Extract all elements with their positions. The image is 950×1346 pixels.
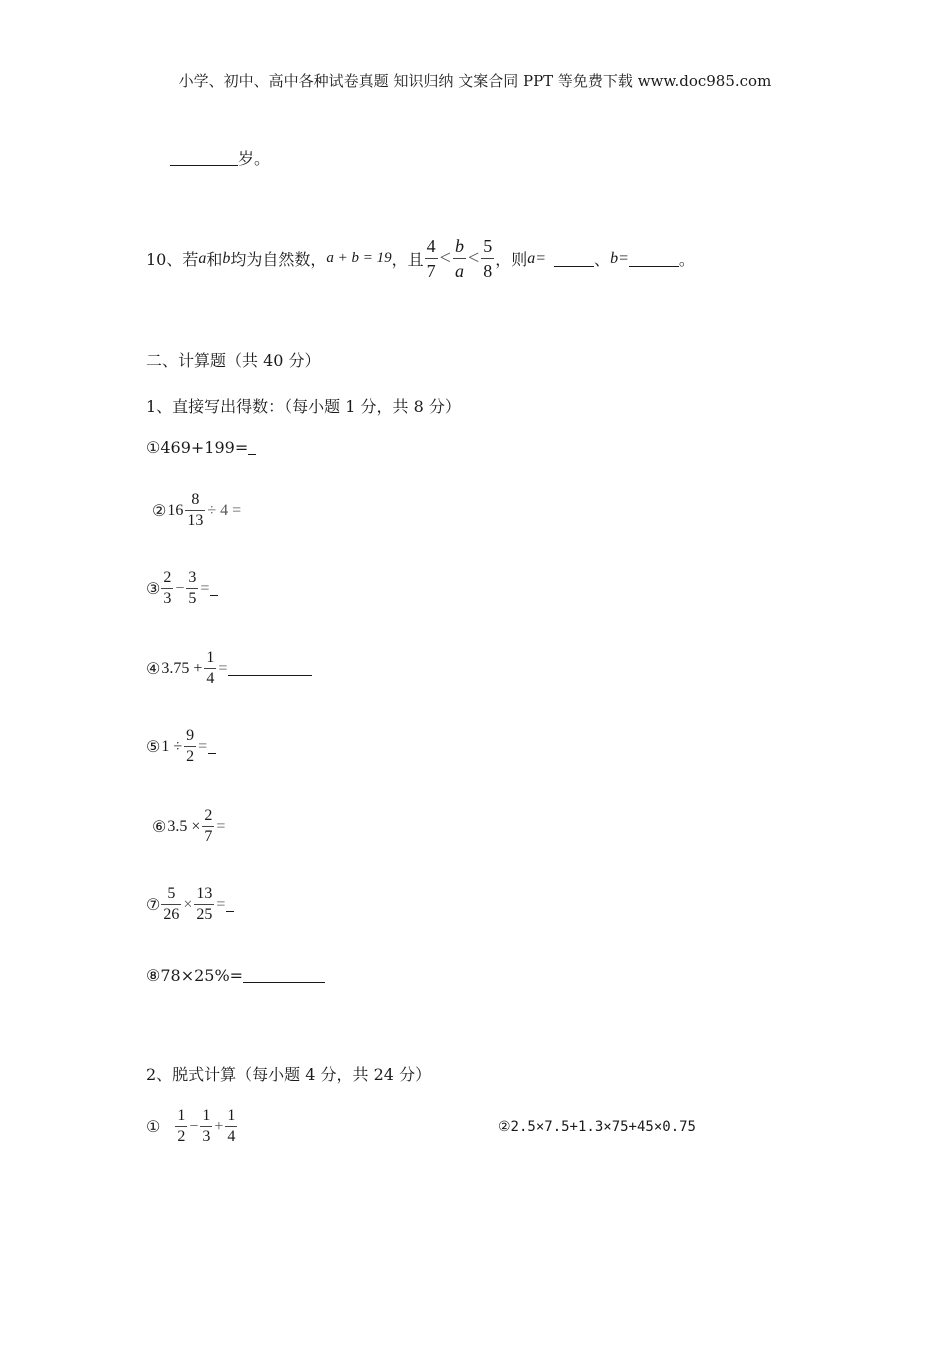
equals-sign: = — [216, 817, 226, 835]
item-expression: 469+199= — [160, 438, 249, 457]
fraction-1-3: $\frac{1}{3}$ — [202, 1107, 211, 1145]
calc-item-6 — [152, 806, 226, 847]
section-title: 二、计算题（共 40 分） — [146, 351, 321, 370]
fraction-1-2: $\frac{1}{2}$ — [177, 1107, 186, 1145]
q10-var-a: a — [198, 249, 207, 267]
q10-a-blank[interactable] — [554, 250, 594, 267]
answer-blank[interactable] — [170, 149, 238, 166]
page-header: 小学、初中、高中各种试卷真题 知识归纳 文案合同 PPT 等免费下载 www.doc985.com — [178, 72, 772, 90]
q10-both-natural: 均为自然数， — [230, 250, 327, 269]
q10-fraction-4-7: $\frac{4}{7}$ — [426, 236, 436, 281]
item-marker: ① — [146, 438, 161, 457]
q10-separator: 、 — [594, 250, 611, 269]
part2-title: 2、脱式计算（每小题 4 分，共 24 分） — [146, 1065, 432, 1084]
q10-b-equals: b= — [610, 249, 629, 267]
answer-blank[interactable] — [228, 661, 312, 676]
item-expression: 1 ÷ — [161, 737, 183, 755]
q10-fraction-b-a: $\frac{b}{a}$ — [454, 236, 464, 281]
calc-item-1 — [146, 438, 256, 457]
item-marker: ④ — [146, 659, 161, 678]
plus-sign: + — [214, 1117, 224, 1135]
minus-sign: − — [175, 579, 185, 597]
part1-title: 1、直接写出得数：（每小题 1 分，共 8 分） — [146, 397, 461, 416]
item-marker: ② — [152, 501, 167, 520]
equals-sign: = — [200, 579, 210, 597]
calc-item-8 — [146, 966, 325, 985]
q10-then: ，则 — [495, 250, 528, 269]
mixed-whole: 16 — [167, 501, 184, 519]
fraction-8-13: $\frac{8}{13}$ — [187, 491, 204, 529]
fraction-1-4: $\frac{1}{4}$ — [206, 649, 215, 687]
q10-fraction-5-8: $\frac{5}{8}$ — [483, 236, 493, 281]
equals-sign: = — [198, 737, 208, 755]
answer-blank[interactable] — [226, 897, 234, 912]
question-10 — [146, 234, 695, 283]
answer-blank[interactable] — [248, 440, 256, 455]
q10-sum-equation: a + b = 19 — [326, 250, 392, 266]
less-than-sign: < — [467, 247, 480, 269]
calc-item-3 — [146, 568, 218, 609]
fraction-2-3: $\frac{2}{3}$ — [163, 569, 172, 607]
fraction-5-26: $\frac{5}{26}$ — [163, 885, 180, 923]
q10-and: 和 — [206, 250, 223, 269]
fraction-9-2: $\frac{9}{2}$ — [186, 727, 195, 765]
stepwise-item-2: ②2.5×7.5+1.3×75+45×0.75 — [498, 1119, 696, 1135]
item-expression: 3.75 + — [161, 659, 203, 677]
stepwise-item-1 — [146, 1106, 238, 1147]
item-expression: 78×25%= — [160, 966, 244, 985]
equals-sign: = — [216, 895, 226, 913]
item-expression: 3.5 × — [167, 817, 201, 835]
prev-answer-suffix: 岁。 — [238, 149, 271, 168]
fraction-13-25: $\frac{13}{25}$ — [196, 885, 213, 923]
q10-a-equals: a= — [527, 249, 547, 267]
answer-blank[interactable] — [243, 968, 325, 983]
calc-item-4 — [146, 648, 312, 689]
item-marker: ① — [146, 1117, 161, 1136]
q10-and-condition: ，且 — [391, 250, 424, 269]
item-marker: ⑦ — [146, 895, 161, 914]
item-marker: ③ — [146, 579, 161, 598]
item-marker: ⑧ — [146, 966, 161, 985]
minus-sign: − — [189, 1117, 199, 1135]
item-marker: ⑥ — [152, 817, 167, 836]
item-marker: ⑤ — [146, 737, 161, 756]
calc-item-5 — [146, 726, 216, 767]
times-sign: × — [183, 895, 193, 913]
calc-item-7 — [146, 884, 234, 925]
item-expression: ÷ 4 = — [207, 501, 242, 519]
answer-blank[interactable] — [210, 581, 218, 596]
fraction-2-7: $\frac{2}{7}$ — [204, 807, 213, 845]
q10-b-blank[interactable] — [629, 250, 679, 267]
q10-prefix: 10、若 — [146, 250, 199, 269]
q10-end: 。 — [678, 250, 695, 269]
q10-var-b: b — [222, 249, 231, 267]
calc-item-2 — [152, 490, 242, 531]
fraction-3-5: $\frac{3}{5}$ — [188, 569, 197, 607]
less-than-sign: < — [439, 247, 451, 269]
equals-sign: = — [218, 659, 228, 677]
prev-answer-line — [170, 146, 270, 169]
answer-blank[interactable] — [208, 739, 216, 754]
fraction-1-4: $\frac{1}{4}$ — [227, 1107, 236, 1145]
